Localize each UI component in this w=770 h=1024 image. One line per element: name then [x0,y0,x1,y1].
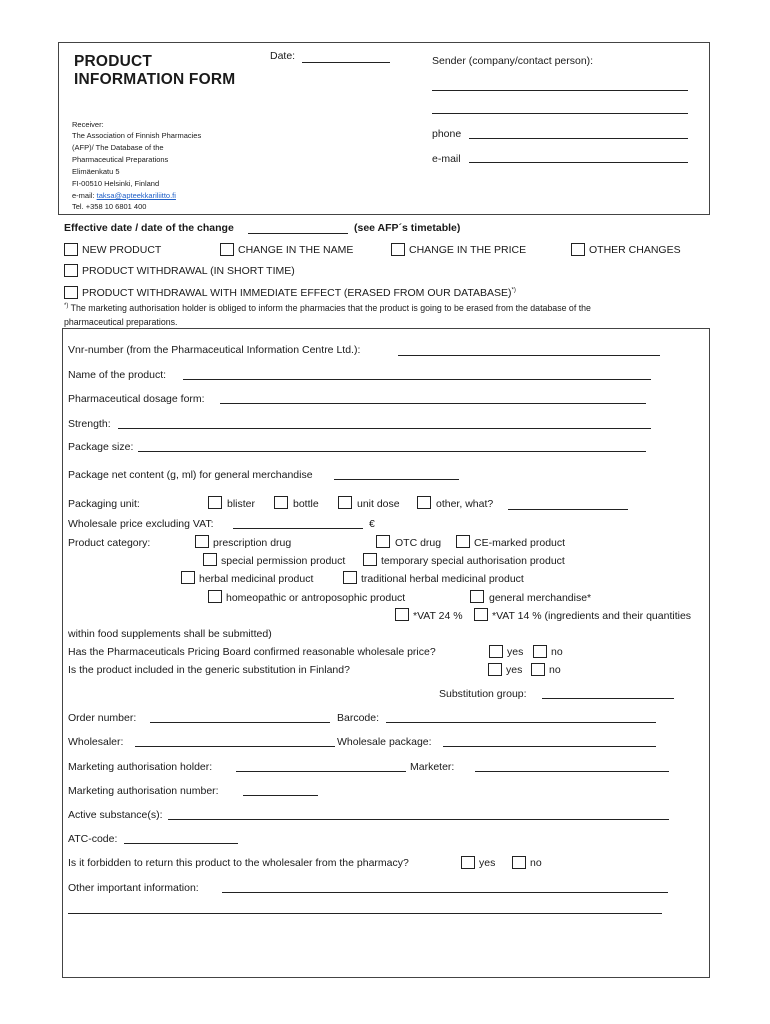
blister-checkbox[interactable] [208,496,222,509]
ma-holder-field[interactable] [236,771,406,772]
temporary-authorisation-label: temporary special authorisation product [381,555,565,567]
withdrawal-immediate-label [82,287,516,299]
forbidden-return-yes-label: yes [479,857,496,869]
pricing-board-no-checkbox[interactable] [533,645,547,658]
other-unit-field[interactable] [508,509,628,510]
change-price-checkbox[interactable] [391,243,405,256]
traditional-herbal-checkbox[interactable] [343,571,357,584]
unit-dose-checkbox[interactable] [338,496,352,509]
date-label: Date: [270,50,296,62]
wholesale-package-label: Wholesale package: [337,736,432,748]
package-size-field[interactable] [138,451,646,452]
barcode-field[interactable] [386,722,656,723]
pricing-board-yes-checkbox[interactable] [489,645,503,658]
ce-marked-checkbox[interactable] [456,535,470,548]
otc-drug-label: OTC drug [395,537,442,549]
product-name-label: Name of the product: [68,369,167,381]
marketer-field[interactable] [475,771,669,772]
dosage-form-label: Pharmaceutical dosage form: [68,393,205,405]
phone-field[interactable] [469,138,688,139]
strength-field[interactable] [118,428,651,429]
sender-field-1[interactable] [432,90,688,91]
generic-no-checkbox[interactable] [531,663,545,676]
other-unit-label: other, what? [436,498,494,510]
generic-substitution-question: Is the product included in the generic substitution in Finland? [68,664,350,676]
ce-marked-label: CE-marked product [474,537,566,549]
dosage-form-field[interactable] [220,403,646,404]
new-product-label: NEW PRODUCT [82,244,162,256]
withdrawal-short-label: PRODUCT WITHDRAWAL (IN SHORT TIME) [82,265,295,277]
effective-date-field[interactable] [248,233,348,234]
other-unit-checkbox[interactable] [417,496,431,509]
forbidden-return-no-checkbox[interactable] [512,856,526,869]
active-substance-label: Active substance(s): [68,809,163,821]
substitution-group-label: Substitution group: [439,688,527,700]
prescription-drug-checkbox[interactable] [195,535,209,548]
pricing-board-question: Has the Pharmaceuticals Pricing Board confirmed reasonable wholesale price? [68,646,436,658]
generic-yes-checkbox[interactable] [488,663,502,676]
receiver-line5: FI-00510 Helsinki, Finland [72,179,160,188]
email-label: e-mail [432,153,461,165]
barcode-label: Barcode: [337,712,380,724]
receiver-line3: Pharmaceutical Preparations [72,155,169,164]
atc-code-field[interactable] [124,843,238,844]
receiver-label: Receiver: [72,120,104,129]
special-permission-label: special permission product [221,555,346,567]
currency-label: € [369,518,375,530]
general-merchandise-checkbox[interactable] [470,590,484,603]
substitution-group-field[interactable] [542,698,674,699]
homeopathic-checkbox[interactable] [208,590,222,603]
active-substance-field[interactable] [168,819,669,820]
vat14-label: *VAT 14 % (ingredients and their quantities [492,610,692,622]
date-field[interactable] [302,62,390,63]
vat24-checkbox[interactable] [395,608,409,621]
otc-drug-checkbox[interactable] [376,535,390,548]
strength-label: Strength: [68,418,111,430]
ma-number-field[interactable] [243,795,318,796]
receiver-line1: The Association of Finnish Pharmacies [72,131,202,140]
other-info-label: Other important information: [68,882,199,894]
footnote-mark: *) [64,303,69,310]
blister-label: blister [227,498,256,510]
other-changes-label: OTHER CHANGES [589,244,681,256]
change-name-label: CHANGE IN THE NAME [238,244,354,256]
footnote-line1 [64,303,591,313]
change-name-checkbox[interactable] [220,243,234,256]
wholesaler-field[interactable] [135,746,335,747]
homeopathic-label: homeopathic or antroposophic product [226,592,406,604]
timetable-label: (see AFP´s timetable) [354,222,461,234]
wholesale-package-field[interactable] [443,746,656,747]
traditional-herbal-label: traditional herbal medicinal product [361,573,524,585]
withdrawal-short-checkbox[interactable] [64,264,78,277]
vnr-field[interactable] [398,355,660,356]
form-title-line1: PRODUCT [74,53,153,70]
wholesaler-label: Wholesaler: [68,736,124,748]
receiver-email-row [72,190,176,201]
unit-dose-label: unit dose [357,498,400,510]
change-price-label: CHANGE IN THE PRICE [409,244,527,256]
product-name-field[interactable] [183,379,651,380]
receiver-email-link[interactable]: taksa@apteekkariliitto.fi [96,191,176,200]
vnr-label: Vnr-number (from the Pharmaceutical Information Centre Ltd.): [68,344,361,356]
temporary-authorisation-checkbox[interactable] [363,553,377,566]
packaging-unit-label: Packaging unit: [68,498,140,510]
forbidden-return-question: Is it forbidden to return this product to the wholesaler from the pharmacy? [68,857,409,869]
atc-code-label: ATC-code: [68,833,118,845]
withdrawal-immediate-sup: *) [511,287,516,294]
generic-yes-label: yes [506,664,523,676]
receiver-line2: (AFP)/ The Database of the [72,143,164,152]
footnote-line2: pharmaceutical preparations. [64,317,178,327]
vat24-label: *VAT 24 % [413,610,463,622]
order-number-label: Order number: [68,712,137,724]
receiver-email-prefix: e-mail: [72,191,95,200]
pricing-board-yes-label: yes [507,646,524,658]
generic-no-label: no [549,664,561,676]
marketer-label: Marketer: [410,761,455,773]
herbal-medicinal-label: herbal medicinal product [199,573,314,585]
prescription-drug-label: prescription drug [213,537,292,549]
ma-holder-label: Marketing authorisation holder: [68,761,213,773]
effective-date-label: Effective date / date of the change [64,222,234,234]
bottle-checkbox[interactable] [274,496,288,509]
other-info-field-2[interactable] [68,913,662,914]
footnote-text: The marketing authorisation holder is obliged to inform the pharmacies that the product is going to be erased from the database of the [70,303,591,313]
other-info-field-1[interactable] [222,892,668,893]
vat14-checkbox[interactable] [474,608,488,621]
wholesale-price-label: Wholesale price excluding VAT: [68,518,214,530]
vat14-continued: within food supplements shall be submitted) [68,628,272,640]
general-merchandise-label: general merchandise* [489,592,592,604]
withdrawal-immediate-text: PRODUCT WITHDRAWAL WITH IMMEDIATE EFFECT (ERASED FROM OUR DATABASE) [82,287,512,299]
receiver-tel: Tel. +358 10 6801 400 [72,202,147,211]
special-permission-checkbox[interactable] [203,553,217,566]
ma-number-label: Marketing authorisation number: [68,785,219,797]
other-changes-checkbox[interactable] [571,243,585,256]
net-content-field[interactable] [334,479,459,480]
new-product-checkbox[interactable] [64,243,78,256]
sender-label: Sender (company/contact person): [432,55,594,67]
withdrawal-immediate-checkbox[interactable] [64,286,78,299]
sender-field-2[interactable] [432,113,688,114]
net-content-label: Package net content (g, ml) for general merchandise [68,469,313,481]
pricing-board-no-label: no [551,646,563,658]
package-size-label: Package size: [68,441,134,453]
product-category-label: Product category: [68,537,151,549]
herbal-medicinal-checkbox[interactable] [181,571,195,584]
forbidden-return-no-label: no [530,857,542,869]
form-title-line2: INFORMATION FORM [74,71,236,88]
forbidden-return-yes-checkbox[interactable] [461,856,475,869]
email-field[interactable] [469,162,688,163]
order-number-field[interactable] [150,722,330,723]
wholesale-price-field[interactable] [233,528,363,529]
receiver-line4: Elimäenkatu 5 [72,167,120,176]
phone-label: phone [432,128,462,140]
bottle-label: bottle [293,498,319,510]
